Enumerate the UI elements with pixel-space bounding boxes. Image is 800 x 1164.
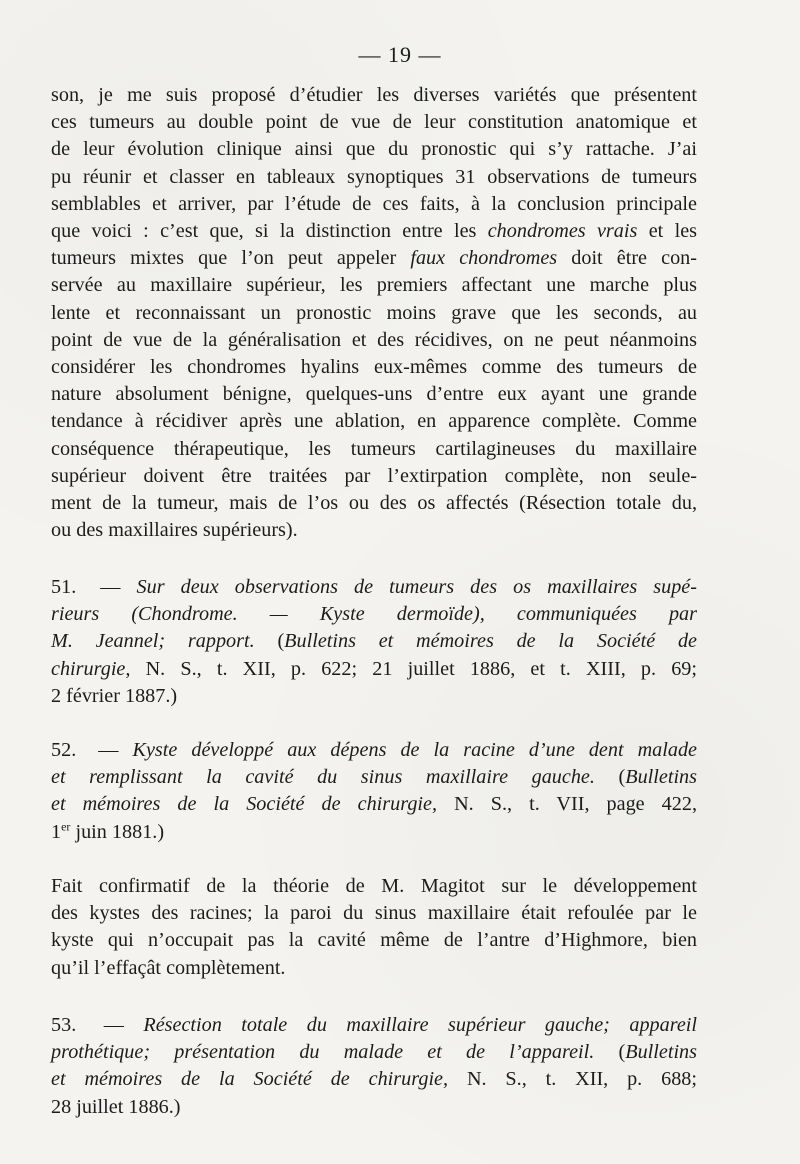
intro-line: ou des maxillaires supérieurs). — [51, 519, 298, 542]
commentary-line: qu’il l’effaçât complètement. — [51, 956, 286, 979]
entry-number: 53. — [51, 1014, 77, 1036]
intro-line: pu réunir et classer en tableaux synoptiques 31 observations de tumeurs — [51, 165, 697, 188]
intro-line — [51, 245, 697, 272]
intro-italic-text: chondromes vrais — [487, 220, 638, 243]
entry-date-ordinal: er — [61, 818, 71, 833]
entry-paren: ( — [618, 1041, 626, 1064]
entry-journal-text: et mémoires de la Société de chirurgie, — [51, 1068, 449, 1091]
entry-line — [51, 1012, 697, 1039]
entry-journal-text: Bulletins — [625, 766, 698, 789]
intro-line: ment de la tumeur, mais de l’os ou des os affectés (Résection totale du, — [51, 492, 697, 515]
entry-line: rieurs (Chondrome. — Kyste dermoïde), communiquées par — [51, 603, 697, 626]
bibliography-entry-52 — [51, 737, 697, 846]
commentary-line: Fait confirmatif de la théorie de M. Magitot sur le développement — [51, 875, 697, 897]
entry-journal-text: chirurgie, — [51, 657, 131, 680]
bibliography-entry-51 — [51, 574, 697, 710]
entry-journal-text: Bulletins — [625, 1041, 698, 1064]
entry-reference: N. S., t. XII, p. 622; 21 juillet 1886, et t. XIII, p. 69; — [145, 657, 697, 680]
intro-line: de leur évolution clinique ainsi que du pronostic qui s’y rattache. J’ai — [51, 138, 697, 161]
entry-line — [51, 764, 697, 791]
entry-reference: N. S., t. VII, page 422, — [454, 793, 698, 816]
entry-title-text: Résection totale du maxillaire supérieur gauche; appareil — [143, 1014, 698, 1036]
entry-number: 51. — [51, 576, 77, 598]
entry-title-text: prothétique; présentation du malade et de l’appareil. — [51, 1041, 595, 1064]
intro-paragraph — [51, 82, 697, 544]
page-number: — 19 — — [358, 42, 442, 67]
entry-date-rest: juin 1881.) — [75, 820, 165, 843]
entry-line — [51, 628, 697, 655]
bibliography-entry-53 — [51, 1012, 697, 1121]
entry-title-text: M. Jeannel; rapport. — [51, 630, 255, 653]
intro-line: servée au maxillaire supérieur, les premiers affectant une marche plus — [51, 274, 697, 297]
entry-dash: — — [103, 1014, 124, 1036]
intro-line — [51, 218, 697, 245]
intro-line: ces tumeurs au double point de vue de leur constitution anatomique et — [51, 111, 697, 134]
entry-line — [51, 737, 697, 764]
entry-journal-text: et mémoires de la Société de chirurgie, — [51, 793, 438, 816]
entry-paren: ( — [277, 630, 285, 653]
entry-line — [51, 1066, 697, 1093]
entry-title-text: Kyste développé aux dépens de la racine d’une dent malade — [132, 739, 698, 761]
intro-line: semblables et arriver, par l’étude de ces faits, à la conclusion principale — [51, 192, 697, 215]
entry-line — [51, 819, 697, 846]
intro-text: doit être con- — [571, 247, 697, 270]
entry-reference: N. S., t. XII, p. 688; — [466, 1068, 697, 1091]
commentary-line: kyste qui n’occupait pas la cavité même de l’antre d’Highmore, bien — [51, 929, 697, 952]
entry-line — [51, 656, 697, 683]
intro-text: et les — [648, 220, 698, 243]
entry-line — [51, 791, 697, 818]
entry-title-text: Sur deux observations de tumeurs des os maxillaires supé- — [136, 576, 697, 598]
intro-text: tumeurs mixtes que l’on peut appeler — [51, 247, 397, 270]
entry-dash: — — [98, 739, 119, 761]
entry-number: 52. — [51, 739, 77, 761]
entry-line: 28 juillet 1886.) — [51, 1095, 181, 1118]
intro-line: point de vue de la généralisation et des récidives, on ne peut néanmoins — [51, 328, 697, 351]
commentary-line: des kystes des racines; la paroi du sinus maxillaire était refoulée par le — [51, 902, 697, 925]
entry-title-text: et remplissant la cavité du sinus maxillaire gauche. — [51, 766, 595, 789]
intro-line: considérer les chondromes hyalins eux-mêmes comme des tumeurs de — [51, 356, 697, 379]
entry-line — [51, 1039, 697, 1066]
entry-line — [51, 574, 697, 601]
entry-52-commentary — [51, 873, 697, 982]
intro-line: lente et reconnaissant un pronostic moins grave que les seconds, au — [51, 301, 697, 324]
intro-line: supérieur doivent être traitées par l’extirpation complète, non seule- — [51, 464, 697, 487]
entry-date-day: 1 — [51, 820, 62, 843]
intro-line: son, je me suis proposé d’étudier les diverses variétés que présentent — [51, 84, 697, 106]
entry-paren: ( — [618, 766, 626, 789]
intro-text: que voici : c’est que, si la distinction entre les — [51, 220, 477, 243]
entry-dash: — — [100, 576, 121, 598]
entry-line: 2 février 1887.) — [51, 684, 178, 707]
intro-line: tendance à récidiver après une ablation, en apparence complète. Comme — [51, 410, 697, 433]
entry-journal-text: Bulletins et mémoires de la Société de — [284, 630, 697, 653]
intro-italic-text: faux chondromes — [410, 247, 558, 270]
intro-line: conséquence thérapeutique, les tumeurs cartilagineuses du maxillaire — [51, 437, 697, 460]
intro-line: nature absolument bénigne, quelques-uns d’entre eux ayant une grande — [51, 383, 697, 406]
